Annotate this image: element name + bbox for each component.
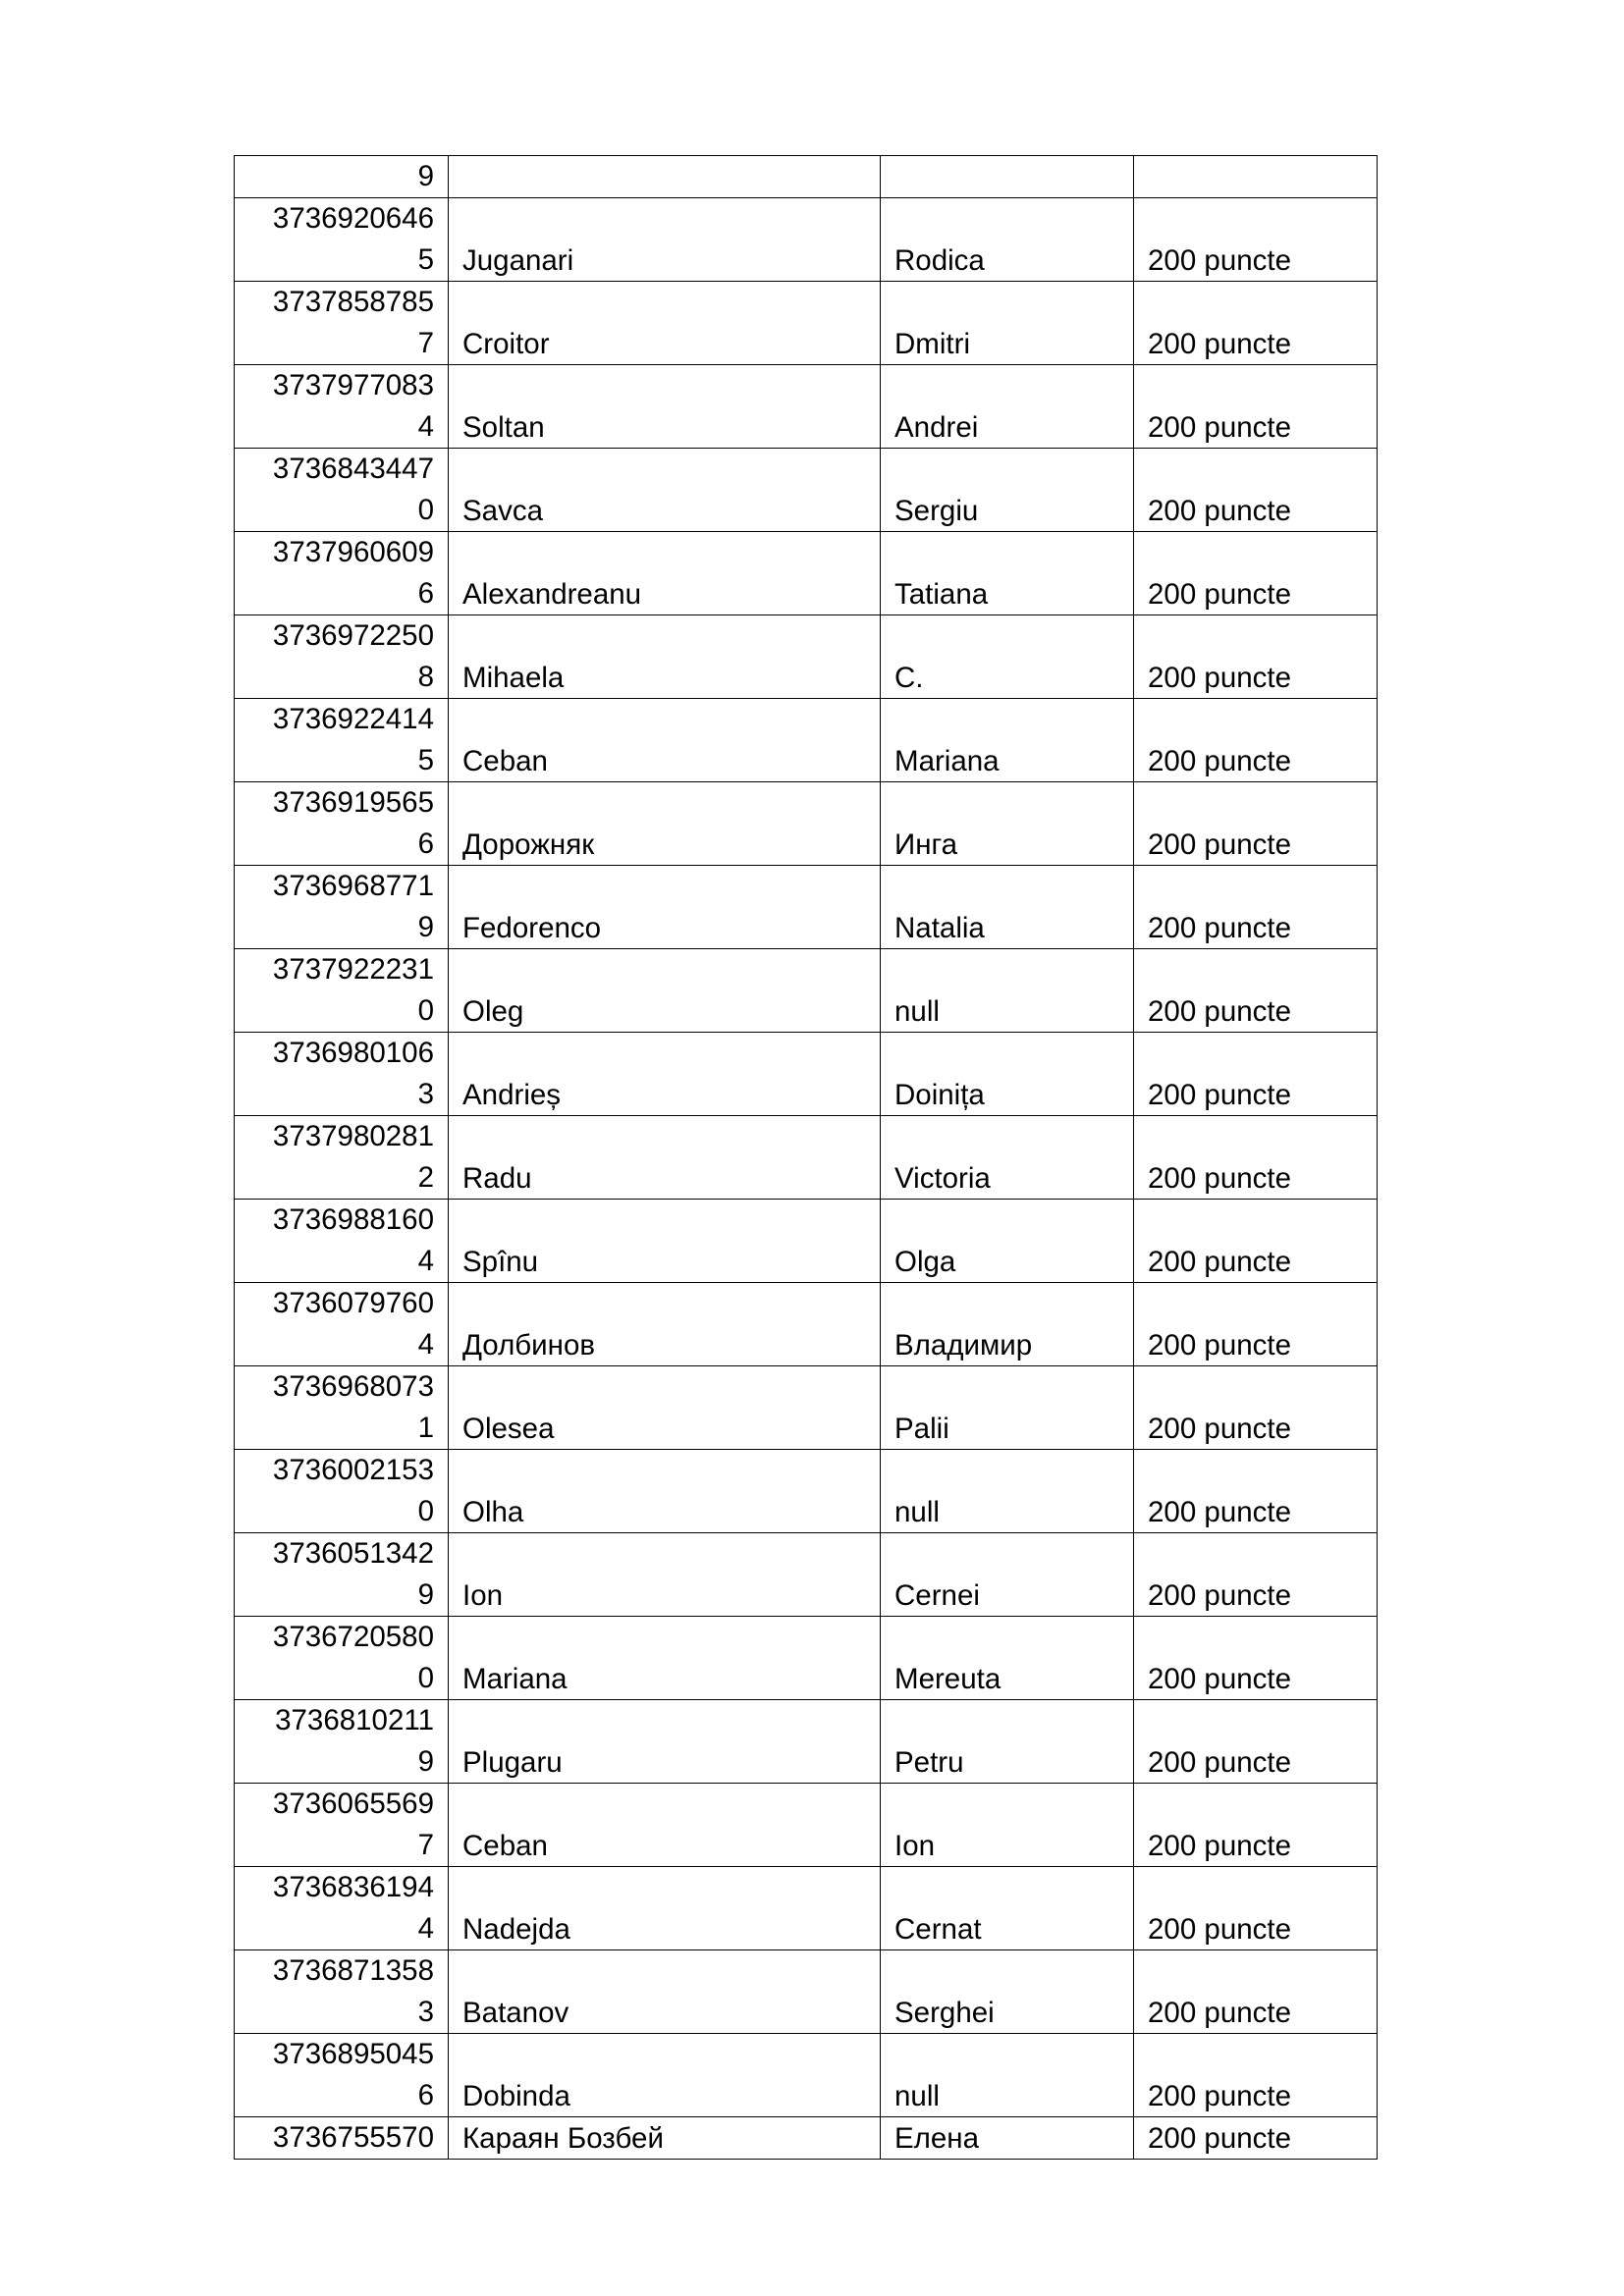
table-row: [235, 532, 1378, 615]
first-name-cell: Cernei: [881, 1533, 1134, 1617]
phone-number-cell: [235, 1617, 449, 1700]
phone-number-cell: [235, 1533, 449, 1617]
phone-number-line-2: 9: [417, 911, 434, 943]
last-name-cell: Olha: [449, 1450, 881, 1533]
first-name-cell: Tatiana: [881, 532, 1134, 615]
phone-number-line-1: 3736988160: [272, 1203, 434, 1236]
table-row: [235, 1617, 1378, 1700]
table-row: [235, 615, 1378, 699]
phone-number-cell: [235, 866, 449, 949]
points-cell: 200 puncte: [1134, 1366, 1378, 1450]
table-row: [235, 2117, 1378, 2160]
last-name-cell: Andrieș: [449, 1033, 881, 1116]
participants-table: [234, 155, 1378, 2160]
first-name-cell: Владимир: [881, 1283, 1134, 1366]
phone-number-cell: [235, 1200, 449, 1283]
phone-number-line-2: 5: [417, 243, 434, 276]
last-name-cell: Oleg: [449, 949, 881, 1033]
points-cell: 200 puncte: [1134, 1617, 1378, 1700]
phone-number-cell: [235, 2117, 449, 2160]
first-name-cell: Petru: [881, 1700, 1134, 1784]
phone-number-line-2: 3: [417, 1996, 434, 2028]
last-name-cell: Spînu: [449, 1200, 881, 1283]
phone-number-line-1: 3736968771: [272, 870, 434, 902]
phone-number-cell: [235, 1366, 449, 1450]
table-row: [235, 1533, 1378, 1617]
phone-number-cell: [235, 1283, 449, 1366]
table-row: [235, 1283, 1378, 1366]
phone-number-cell: [235, 1867, 449, 1950]
last-name-cell: [449, 156, 881, 198]
first-name-cell: Andrei: [881, 365, 1134, 449]
phone-number-line-2: 5: [417, 744, 434, 776]
last-name-cell: Дорожняк: [449, 782, 881, 866]
phone-number-line-2: 3: [417, 1078, 434, 1110]
points-cell: 200 puncte: [1134, 1200, 1378, 1283]
points-cell: 200 puncte: [1134, 198, 1378, 282]
table-row: [235, 2034, 1378, 2117]
phone-number-line-1: 3736051342: [272, 1537, 434, 1570]
phone-number-line-2: 8: [417, 661, 434, 693]
phone-number-line-1: 3736895045: [272, 2038, 434, 2070]
phone-number-cell: [235, 198, 449, 282]
phone-number-line-1: 3736968073: [272, 1370, 434, 1403]
first-name-cell: null: [881, 1450, 1134, 1533]
first-name-cell: [881, 156, 1134, 198]
last-name-cell: Mariana: [449, 1617, 881, 1700]
phone-number-cell: [235, 282, 449, 365]
first-name-cell: Инга: [881, 782, 1134, 866]
last-name-cell: Savca: [449, 449, 881, 532]
first-name-cell: Rodica: [881, 198, 1134, 282]
phone-number-line-2: 9: [417, 160, 434, 192]
phone-number-line-2: 0: [417, 1495, 434, 1527]
phone-number-line-2: 9: [417, 1578, 434, 1611]
phone-number-cell: [235, 1033, 449, 1116]
points-cell: 200 puncte: [1134, 1450, 1378, 1533]
table-row: [235, 1116, 1378, 1200]
phone-number-cell: [235, 1784, 449, 1867]
first-name-cell: Dmitri: [881, 282, 1134, 365]
phone-number-line-1: 3736980106: [272, 1037, 434, 1069]
phone-number-cell: [235, 1950, 449, 2034]
table-body: [235, 156, 1378, 2160]
points-cell: 200 puncte: [1134, 1784, 1378, 1867]
phone-number-line-2: 6: [417, 828, 434, 860]
phone-number-cell: [235, 949, 449, 1033]
table-row: [235, 365, 1378, 449]
last-name-cell: Караян Бозбей: [449, 2117, 881, 2160]
points-cell: 200 puncte: [1134, 365, 1378, 449]
phone-number-line-1: 3737858785: [272, 286, 434, 318]
phone-number-line-2: 4: [417, 1912, 434, 1945]
table-row: [235, 949, 1378, 1033]
phone-number-line-1: 3736720580: [272, 1621, 434, 1653]
phone-number-line-1: 3736843447: [272, 453, 434, 485]
phone-number-line-1: 3737960609: [272, 536, 434, 568]
first-name-cell: Ion: [881, 1784, 1134, 1867]
first-name-cell: Victoria: [881, 1116, 1134, 1200]
points-cell: 200 puncte: [1134, 949, 1378, 1033]
phone-number-line-2: 0: [417, 494, 434, 526]
points-cell: 200 puncte: [1134, 1950, 1378, 2034]
table-row: [235, 1366, 1378, 1450]
phone-number-line-1: 3736972250: [272, 619, 434, 652]
phone-number-line-1: 3736871358: [272, 1954, 434, 1987]
last-name-cell: Ion: [449, 1533, 881, 1617]
phone-number-line-1: 3736002153: [272, 1454, 434, 1486]
phone-number-line-2: 4: [417, 1245, 434, 1277]
table-row: [235, 866, 1378, 949]
table-row: [235, 198, 1378, 282]
phone-number-line-1: 3737977083: [272, 369, 434, 401]
last-name-cell: Mihaela: [449, 615, 881, 699]
phone-number-line-1: 3736836194: [272, 1871, 434, 1903]
table-row: [235, 1784, 1378, 1867]
last-name-cell: Batanov: [449, 1950, 881, 2034]
last-name-cell: Ceban: [449, 1784, 881, 1867]
last-name-cell: Croitor: [449, 282, 881, 365]
table-row: [235, 1450, 1378, 1533]
table-row: [235, 699, 1378, 782]
last-name-cell: Ceban: [449, 699, 881, 782]
last-name-cell: Alexandreanu: [449, 532, 881, 615]
phone-number-cell: [235, 1700, 449, 1784]
points-cell: 200 puncte: [1134, 699, 1378, 782]
first-name-cell: Елена: [881, 2117, 1134, 2160]
phone-number-line-2: 1: [417, 1412, 434, 1444]
points-cell: 200 puncte: [1134, 2117, 1378, 2160]
last-name-cell: Olesea: [449, 1366, 881, 1450]
points-cell: 200 puncte: [1134, 2034, 1378, 2117]
phone-number-line-2: 0: [417, 1662, 434, 1694]
first-name-cell: Olga: [881, 1200, 1134, 1283]
phone-number-line-1: 3736919565: [272, 786, 434, 819]
last-name-cell: Nadejda: [449, 1867, 881, 1950]
table-row: [235, 282, 1378, 365]
first-name-cell: null: [881, 2034, 1134, 2117]
points-cell: 200 puncte: [1134, 282, 1378, 365]
phone-number-cell: [235, 1116, 449, 1200]
table-row: [235, 1033, 1378, 1116]
points-cell: 200 puncte: [1134, 782, 1378, 866]
phone-number-cell: [235, 449, 449, 532]
phone-number-line-1: 3736065569: [272, 1788, 434, 1820]
last-name-cell: Radu: [449, 1116, 881, 1200]
points-cell: 200 puncte: [1134, 1116, 1378, 1200]
first-name-cell: Serghei: [881, 1950, 1134, 2034]
phone-number-line-2: 0: [417, 994, 434, 1027]
last-name-cell: Plugaru: [449, 1700, 881, 1784]
first-name-cell: Palii: [881, 1366, 1134, 1450]
phone-number-line-1: 3737922231: [272, 953, 434, 986]
first-name-cell: Natalia: [881, 866, 1134, 949]
phone-number-line-1: 3736810211: [275, 1704, 434, 1736]
points-cell: 200 puncte: [1134, 615, 1378, 699]
table-row: [235, 1200, 1378, 1283]
first-name-cell: C.: [881, 615, 1134, 699]
phone-number-line-2: 7: [417, 1829, 434, 1861]
phone-number-cell: [235, 1450, 449, 1533]
phone-number-line-2: 7: [417, 327, 434, 359]
phone-number-line-1: 3736079760: [272, 1287, 434, 1319]
last-name-cell: Soltan: [449, 365, 881, 449]
phone-number-line-1: 3736922414: [272, 703, 434, 735]
phone-number-line-1: 3736920646: [272, 202, 434, 235]
phone-number-cell: [235, 782, 449, 866]
table-row: [235, 1950, 1378, 2034]
phone-number-cell: [235, 156, 449, 198]
points-cell: 200 puncte: [1134, 1033, 1378, 1116]
phone-number-line-1: 3737980281: [272, 1120, 434, 1152]
points-cell: 200 puncte: [1134, 1533, 1378, 1617]
table-row: [235, 1700, 1378, 1784]
points-cell: 200 puncte: [1134, 1867, 1378, 1950]
table-row: [235, 1867, 1378, 1950]
phone-number-cell: [235, 365, 449, 449]
phone-number-line-2: 2: [417, 1161, 434, 1194]
first-name-cell: Cernat: [881, 1867, 1134, 1950]
phone-number-line-2: 9: [417, 1745, 434, 1778]
phone-number-line-2: 4: [417, 1328, 434, 1361]
phone-number-line-2: 6: [417, 577, 434, 610]
table-row: [235, 449, 1378, 532]
phone-number-cell: [235, 615, 449, 699]
first-name-cell: Mariana: [881, 699, 1134, 782]
points-cell: 200 puncte: [1134, 1283, 1378, 1366]
last-name-cell: Dobinda: [449, 2034, 881, 2117]
phone-number-line-1: 3736755570: [272, 2121, 434, 2154]
points-cell: 200 puncte: [1134, 532, 1378, 615]
phone-number-cell: [235, 532, 449, 615]
first-name-cell: Doinița: [881, 1033, 1134, 1116]
first-name-cell: null: [881, 949, 1134, 1033]
points-cell: 200 puncte: [1134, 1700, 1378, 1784]
phone-number-cell: [235, 2034, 449, 2117]
points-cell: 200 puncte: [1134, 866, 1378, 949]
last-name-cell: Juganari: [449, 198, 881, 282]
first-name-cell: Mereuta: [881, 1617, 1134, 1700]
last-name-cell: Долбинов: [449, 1283, 881, 1366]
table-row: [235, 156, 1378, 198]
last-name-cell: Fedorenco: [449, 866, 881, 949]
phone-number-line-2: 4: [417, 410, 434, 443]
table-row: [235, 782, 1378, 866]
points-cell: [1134, 156, 1378, 198]
points-cell: 200 puncte: [1134, 449, 1378, 532]
phone-number-cell: [235, 699, 449, 782]
phone-number-line-2: 6: [417, 2079, 434, 2111]
first-name-cell: Sergiu: [881, 449, 1134, 532]
